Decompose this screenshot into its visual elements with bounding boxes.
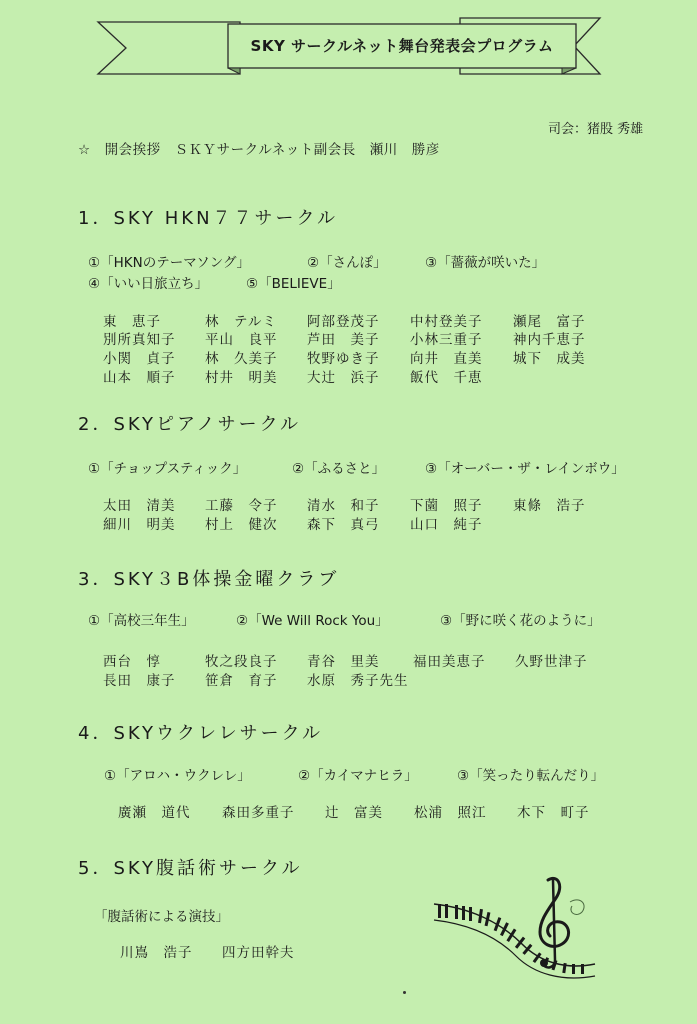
song-item: ①「高校三年生」 — [88, 613, 195, 629]
treble-clef-icon — [540, 878, 584, 967]
page-title: SKY サークルネット舞台発表会プログラム — [250, 37, 554, 55]
song-item: ②「We Will Rock You」 — [236, 613, 389, 629]
performer-name: 城下 成美 — [513, 351, 586, 367]
performer-name: 向井 直美 — [410, 351, 483, 367]
performer-name: 細川 明美 — [103, 517, 176, 533]
performer-name: 芦田 美子 — [307, 332, 380, 348]
song-item: ③「野に咲く花のように」 — [440, 613, 601, 629]
section-1-title: 1．SKY HKN７７サークル — [78, 208, 339, 229]
song-item: ②「さんぽ」 — [307, 255, 387, 271]
song-item: ②「カイマナヒラ」 — [298, 768, 418, 784]
performer-name: 久野世津子 — [515, 654, 588, 670]
performer-name: 川嶌 浩子 — [120, 945, 193, 961]
performer-name: 小関 貞子 — [103, 351, 176, 367]
song-item: ④「いい日旅立ち」 — [88, 276, 209, 292]
performer-name: 森田多重子 — [222, 805, 295, 821]
performer-name: 木下 町子 — [517, 805, 590, 821]
performer-name: 林 久美子 — [205, 351, 278, 367]
performer-name: 清水 和子 — [307, 498, 380, 514]
performer-name: 山口 純子 — [410, 517, 483, 533]
performer-name: 瀬尾 富子 — [513, 314, 586, 330]
performer-name: 松浦 照江 — [414, 805, 487, 821]
performer-name: 廣瀬 道代 — [118, 805, 191, 821]
performer-name: 村上 健次 — [205, 517, 278, 533]
section-2-title: 2．SKYピアノサークル — [78, 414, 302, 435]
performer-name: 牧之段良子 — [205, 654, 278, 670]
song-item: ⑤「BELIEVE」 — [246, 276, 341, 292]
performer-name: 太田 清美 — [103, 498, 176, 514]
section-3-title: 3．SKY３B体操金曜クラブ — [78, 569, 340, 590]
performer-name: 西台 惇 — [103, 654, 161, 670]
song-item: ①「HKNのテーマソング」 — [88, 255, 251, 271]
emcee-text: 司会：猪股 秀雄 — [548, 122, 644, 137]
song-item: ③「笑ったり転んだり」 — [457, 768, 605, 784]
performer-name: 小林三重子 — [410, 332, 483, 348]
performer-name: 下薗 照子 — [410, 498, 483, 514]
performer-name: 東條 浩子 — [513, 498, 586, 514]
piano-keys-icon — [434, 904, 595, 978]
performer-name: 中村登美子 — [410, 314, 483, 330]
performer-name: 林 テルミ — [205, 314, 277, 330]
performer-name: 長田 康子 — [103, 673, 176, 689]
opening-greeting: ☆ 開会挨拶 ＳＫＹサークルネット副会長 瀬川 勝彦 — [78, 142, 440, 158]
performer-name: 工藤 令子 — [205, 498, 278, 514]
song-item: 「腹話術による演技」 — [94, 909, 229, 925]
performer-name: 大辻 浜子 — [307, 370, 380, 386]
performer-name: 飯代 千恵 — [410, 370, 483, 386]
performer-name: 山本 順子 — [103, 370, 176, 386]
performer-name: 神内千恵子 — [513, 332, 586, 348]
performer-name: 森下 真弓 — [307, 517, 380, 533]
performer-name: 福田美恵子 — [413, 654, 486, 670]
section-4-title: 4．SKYウクレレサークル — [78, 723, 324, 744]
song-item: ③「薔薇が咲いた」 — [425, 255, 546, 271]
page-dot — [403, 991, 406, 994]
performer-name: 青谷 里美 — [307, 654, 380, 670]
song-item: ①「アロハ・ウクレレ」 — [104, 768, 251, 784]
piano-clef-decoration — [430, 872, 600, 982]
performer-name: 平山 良平 — [205, 332, 278, 348]
performer-name: 別所真知子 — [103, 332, 176, 348]
performer-name: 辻 富美 — [325, 805, 383, 821]
performer-name: 笹倉 育子 — [205, 673, 278, 689]
song-item: ②「ふるさと」 — [292, 461, 386, 477]
song-item: ①「チョップスティック」 — [88, 461, 247, 477]
performer-name: 東 恵子 — [103, 314, 161, 330]
performer-name: 阿部登茂子 — [307, 314, 380, 330]
performer-name: 四方田幹夫 — [222, 945, 295, 961]
performer-name: 牧野ゆき子 — [307, 351, 380, 367]
section-5-title: 5．SKY腹話術サークル — [78, 858, 303, 879]
song-item: ③「オーバー・ザ・レインボウ」 — [425, 461, 625, 477]
performer-name: 水原 秀子先生 — [307, 673, 409, 689]
performer-name: 村井 明美 — [205, 370, 278, 386]
